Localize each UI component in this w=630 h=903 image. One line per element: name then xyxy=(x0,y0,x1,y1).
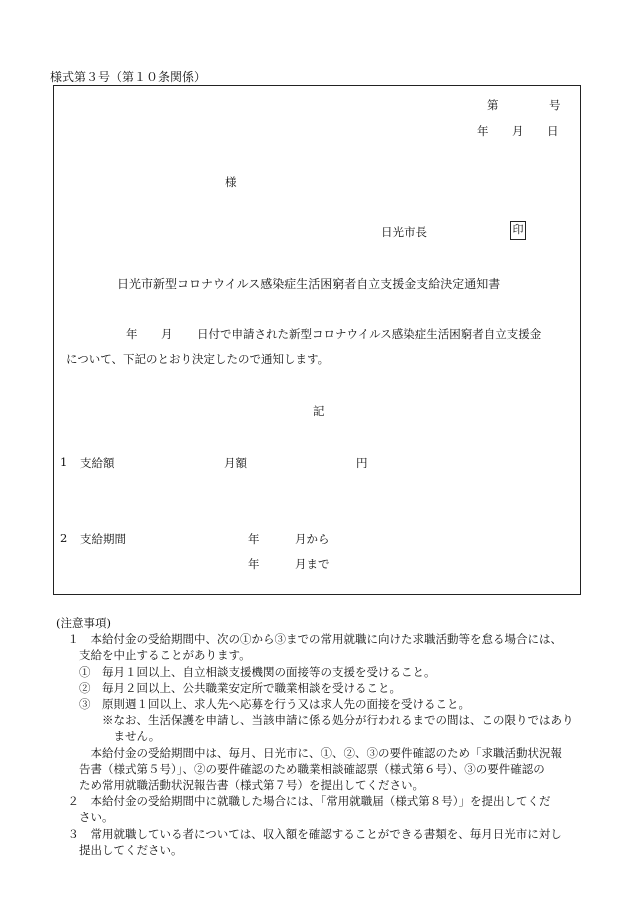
notes-line: ため常用就職活動状況報告書（様式第７号）を提出してください。 xyxy=(56,778,424,793)
date-day: 日 xyxy=(547,124,559,138)
addressee-suffix: 様 xyxy=(225,175,237,189)
notes-line: ２ 本給付金の受給期間中に就職した場合には、「常用就職届（様式第８号）」を提出してくだ xyxy=(56,794,551,809)
item-1-yen: 円 xyxy=(356,456,368,470)
notes-line: ③ 原則週１回以上、求人先へ応募を行う又は求人先の面接を受けること。 xyxy=(56,697,470,712)
notes-line: ません。 xyxy=(56,729,161,744)
number-prefix: 第 xyxy=(487,98,499,112)
notes-line: 提出してください。 xyxy=(56,842,183,857)
period-start-year: 年 xyxy=(248,532,260,546)
body-month: 月 xyxy=(161,327,173,341)
seal-mark: 印 xyxy=(510,221,526,240)
notes-line: 告書（様式第５号）」、②の要件確認のため職業相談確認票（様式第６号）、③の要件確認の xyxy=(56,761,545,776)
notes-line: さい。 xyxy=(56,810,114,825)
date-month: 月 xyxy=(512,124,524,138)
notes-line: ② 毎月２回以上、公共職業安定所で職業相談を受けること。 xyxy=(56,680,401,695)
notes-line: １ 本給付金の受給期間中、次の①から③までの常用就職に向けた求職活動等を怠る場合には、 xyxy=(56,632,562,647)
document-title: 日光市新型コロナウイルス感染症生活困窮者自立支援金支給決定通知書 xyxy=(117,277,501,291)
notes-section xyxy=(56,615,596,858)
item-2-label: 支給期間 xyxy=(80,532,126,546)
item-1-label: 支給額 xyxy=(80,456,115,470)
notes-line: 本給付金の受給期間中は、毎月、日光市に、①、②、③の要件確認のため「求職活動状況報 xyxy=(56,745,562,760)
period-end-month: 月まで xyxy=(295,557,330,571)
item-2-number: 2 xyxy=(60,531,68,545)
number-suffix: 号 xyxy=(549,98,561,112)
body-text-line1: 日付で申請された新型コロナウイルス感染症生活困窮者自立支援金 xyxy=(197,327,542,341)
item-1-monthly: 月額 xyxy=(224,456,247,470)
item-1-number: 1 xyxy=(60,455,68,469)
notes-line: ３ 常用就職している者については、収入額を確認することができる書類を、毎月日光市に対し xyxy=(56,826,562,841)
notes-line: ① 毎月１回以上、自立相談支援機関の面接等の支援を受けること。 xyxy=(56,664,436,679)
notes-line: ※なお、生活保護を申請し、当該申請に係る処分が行われるまでの間は、この限りではあり xyxy=(56,713,574,728)
issuer-name: 日光市長 xyxy=(381,225,427,239)
notes-heading: (注意事項) xyxy=(56,616,111,630)
date-year: 年 xyxy=(477,124,489,138)
ki-heading: 記 xyxy=(313,404,325,418)
body-year: 年 xyxy=(126,327,138,341)
form-number-label: 様式第３号（第１０条関係） xyxy=(50,70,207,84)
notes-line: 支給を中止することがあります。 xyxy=(56,648,251,663)
period-start-month: 月から xyxy=(295,532,330,546)
body-text-line2: について、下記のとおり決定したので通知します。 xyxy=(66,352,330,366)
period-end-year: 年 xyxy=(248,557,260,571)
